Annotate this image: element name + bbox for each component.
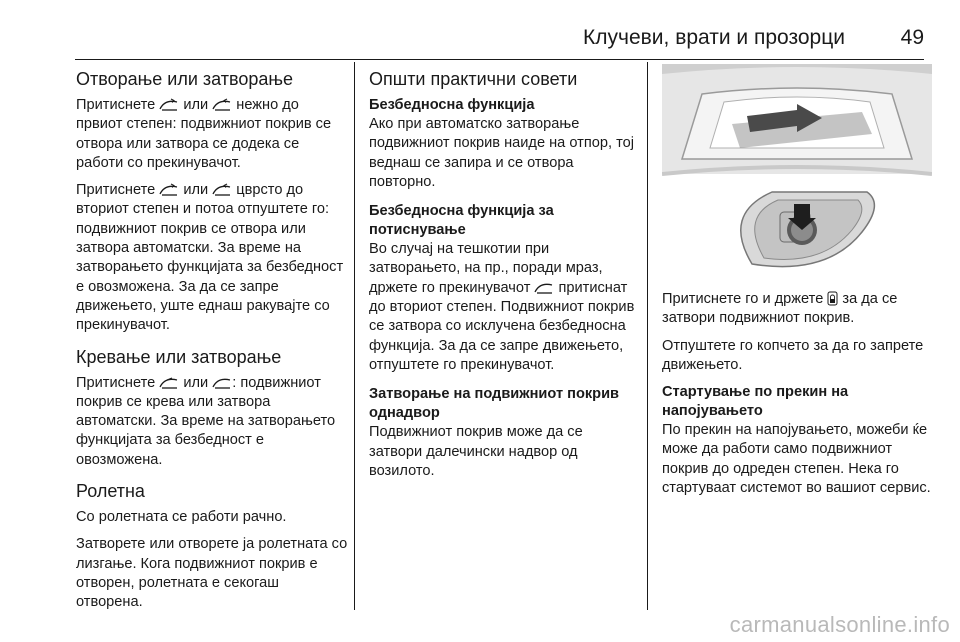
heading-safety-override: Безбедносна функција за потиснување (369, 203, 554, 239)
sunroof-close-icon (212, 376, 232, 389)
key-lock-icon (827, 291, 838, 306)
sunroof-tilt-icon (159, 376, 179, 389)
heading-general-tips: Општи практични совети (369, 69, 578, 89)
sunroof-close-icon (534, 281, 554, 294)
chapter-title: Клучеви, врати и прозорци (583, 26, 845, 49)
paragraph-override: Во случај на тешкотии при затворањето, на пр., поради мраз, држете го прекинувачот притиснат до вториот степен. Подвижниот покрив се затвора со исклучена безбедносна функција. За да се запре движењето, отпуштете го прекинувачот. (369, 241, 635, 373)
heading-start-after-outage: Стартување по прекин на напојувањето (662, 384, 849, 420)
sunroof-close-icon (212, 98, 232, 111)
heading-blind: Ролетна (76, 481, 145, 502)
paragraph-safety: Ако при автоматско затворање подвижниот покрив наиде на отпор, тој веднаш се запира и се отвора повторно. (369, 116, 634, 190)
page-header (0, 0, 960, 62)
header-rule (75, 59, 924, 60)
sunroof-close-icon (212, 183, 232, 196)
column-2 (369, 66, 639, 489)
paragraph-remote-close: Подвижниот покрив може да се затвори далечински надвор од возилото. (369, 424, 583, 479)
heading-tilt: Кревање или затворање (76, 346, 282, 367)
heading-safety-function: Безбедносна функција (369, 97, 535, 113)
paragraph-release: Отпуштете го копчето за да го запрете движењето. (662, 337, 924, 373)
paragraph-tilt: Притиснете или : подвижниот покрив се крева или затвора автоматски. За време на затворањето функцијата за безбедност е овозможена. (76, 374, 336, 468)
column-1 (76, 66, 348, 621)
sunroof-key-illustration (662, 64, 932, 286)
page-number: 49 (900, 26, 924, 49)
key-fob-illustration (741, 192, 875, 267)
watermark: carmanualsonline.info (729, 612, 950, 637)
column-divider-1 (354, 62, 355, 610)
paragraph-start-after-outage: По прекин на напојувањето, можеби ќе може да работи само подвижниот покрив до одреден степен. Нека го стартуваат системот во вашиот сервис. (662, 422, 931, 497)
column-divider-2 (647, 62, 648, 610)
heading-remote-close: Затворање на подвижниот покрив однадвор (369, 386, 620, 422)
paragraph-open-firm: Притиснете или цврсто до вториот степен и потоа отпуштете го: подвижниот покрив се отвора или затвора автоматски. За време на затворањето функцијата за безбедност е овозможена. За да се запре движењето, уште еднаш ракувајте со прекинувачот. (76, 182, 344, 334)
paragraph-press-hold: Притиснете го и држете за да се затвори подвижниот покрив. (662, 291, 898, 327)
paragraph-open-soft: Притиснете или нежно до првиот степен: подвижниот покрив се отвора или затвора се додека се работи со прекинувачот. (76, 97, 332, 171)
sunroof-illustration (662, 64, 932, 174)
sunroof-open-icon (159, 98, 179, 111)
column-3 (662, 290, 932, 506)
paragraph-blind-slide: Затворете или отворете ја ролетната со лизгање. Кога подвижниот покрив е отворен, ролетната е секогаш отворена. (76, 536, 348, 611)
paragraph-blind-manual: Со ролетната се работи рачно. (76, 509, 287, 526)
sunroof-open-icon (159, 183, 179, 196)
heading-open-close: Отворање или затворање (76, 69, 294, 89)
